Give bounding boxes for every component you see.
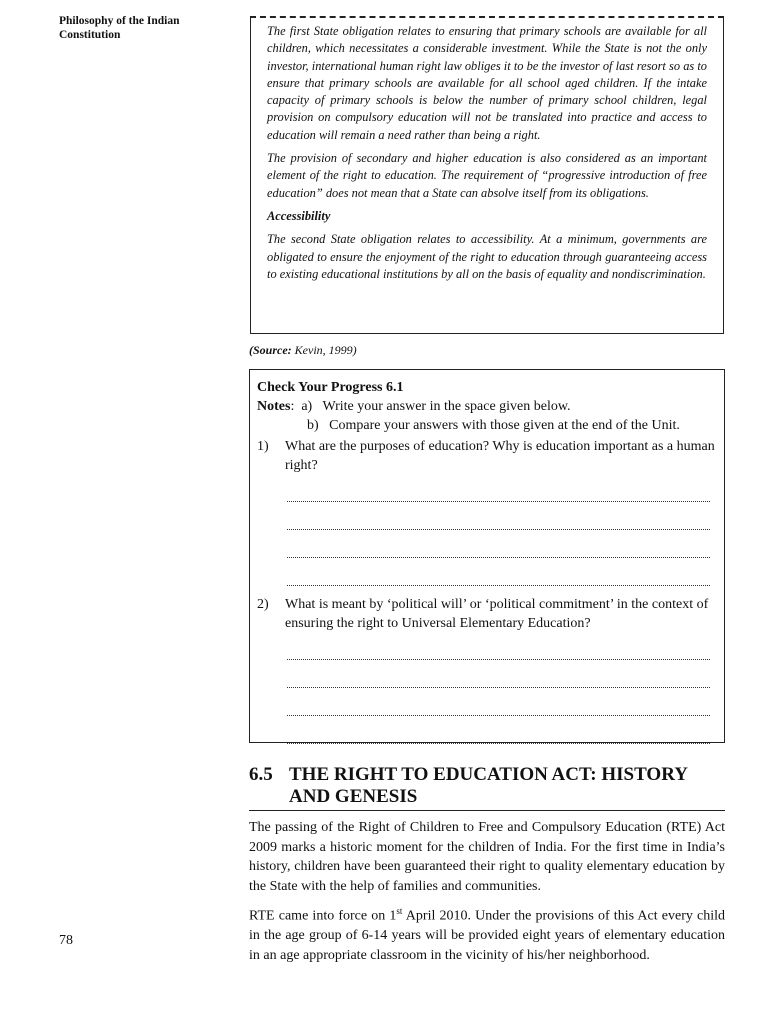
quote-paragraph-2: The provision of secondary and higher education is also considered as an important element of the right to education. The requirement of “progressive introduction of free education” does not mean that a State can absolve itself from its obligations.: [267, 151, 707, 200]
quote-subheading: Accessibility: [267, 208, 331, 223]
source-citation: [249, 343, 357, 358]
question-1: [257, 437, 717, 475]
ordinal-superscript: st: [396, 906, 403, 916]
answer-line[interactable]: [287, 483, 710, 502]
body-paragraph-2-start: RTE came into force on 1: [249, 908, 397, 924]
quote-paragraph-1: The first State obligation relates to ensuring that primary schools are available for all children, which necessitates a considerable investment. While the State is not the only investor, international human right law obliges it to be the investor of last resort so as to ensure that primary schools are available for all school aged children. If the intake capacity of primary schools is below the number of primary school children, legal provision on compulsory education will not be translated into practice and access to education will remain a need rather than being a right.: [267, 24, 707, 142]
section-number: 6.5: [249, 764, 273, 785]
question-2-text: What is meant by ‘political will’ or ‘political commitment’ in the context of ensuring the right to Universal Elementary Education?: [285, 597, 709, 631]
progress-title: Check Your Progress 6.1: [257, 380, 404, 395]
quote-paragraph-3: The second State obligation relates to accessibility. At a minimum, governments are obligated to ensure the enjoyment of the right to education through guaranteeing access to existing educational institutions by all on the basis of equality and nondiscrimination.: [267, 232, 707, 281]
note-a: : a) Write your answer in the space given below.: [290, 399, 571, 414]
question-2: [257, 595, 717, 633]
body-text: [249, 818, 725, 971]
question-1-text: What are the purposes of education? Why is education important as a human right?: [285, 439, 715, 473]
question-2-number: 2): [257, 597, 269, 612]
question-1-number: 1): [257, 439, 269, 454]
source-label: (Source:: [249, 343, 292, 357]
answer-line[interactable]: [287, 669, 710, 688]
notes-row: [257, 397, 717, 416]
answer-line[interactable]: [287, 539, 710, 558]
answer-line[interactable]: [287, 641, 710, 660]
note-b: b) Compare your answers with those given at the end of the Unit.: [307, 418, 680, 433]
body-paragraph-1: The passing of the Right of Children to Free and Compulsory Education (RTE) Act 2009 marks a historic moment for the children of India. For the first time in India’s history, children have been guaranteed their right to quality elementary education by the State with the help of families and communities.: [249, 820, 725, 894]
body-paragraph-2-rest: April 2010. Under the provisions of this Act every child in the age group of 6-14 years will be provided eight years of elementary education in an age appropriate classroom in the vicinity of his/her neighborhood.: [249, 908, 726, 963]
running-header: Philosophy of the Indian Constitution: [59, 15, 180, 41]
page-number: 78: [59, 933, 73, 948]
answer-area-2[interactable]: [257, 641, 717, 744]
answer-line[interactable]: [287, 567, 710, 586]
section-title: THE RIGHT TO EDUCATION ACT: HISTORY AND GENESIS: [289, 764, 688, 807]
answer-area-1[interactable]: [257, 483, 717, 586]
source-text: Kevin, 1999): [291, 343, 357, 357]
check-your-progress-box: [249, 369, 725, 743]
answer-line[interactable]: [287, 725, 710, 744]
body-paragraph-2: [249, 902, 725, 965]
notes-label: Notes: [257, 399, 291, 414]
section-heading: [249, 764, 725, 811]
answer-line[interactable]: [287, 697, 710, 716]
answer-line[interactable]: [287, 511, 710, 530]
quoted-extract-box: [250, 16, 724, 334]
